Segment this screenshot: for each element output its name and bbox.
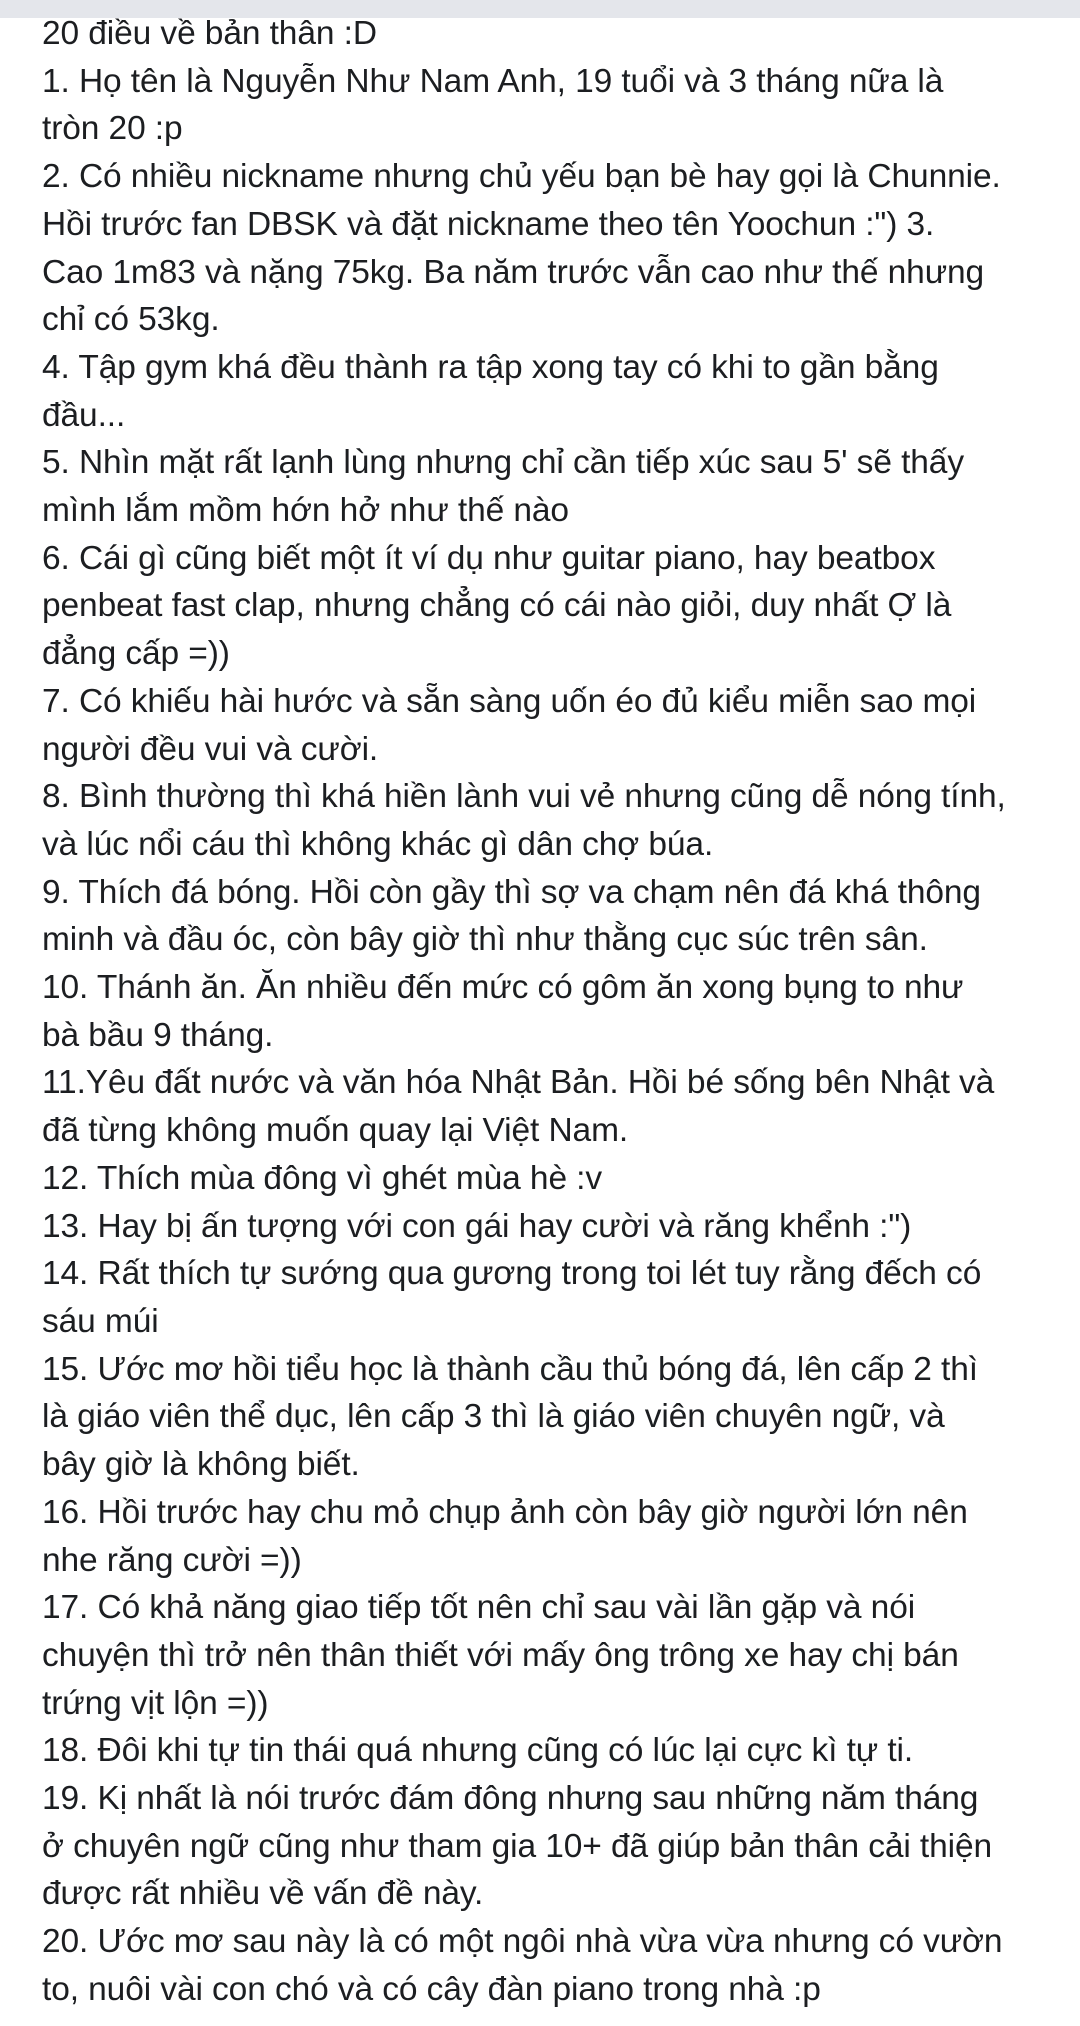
post-line: được rất nhiều về vấn đề này. bbox=[42, 1875, 484, 1913]
post-line: 20. Ước mơ sau này là có một ngôi nhà vừa vừa nhưng có vườn bbox=[42, 1923, 1003, 1961]
post-line: 16. Hồi trước hay chu mỏ chụp ảnh còn bây giờ người lớn nên bbox=[42, 1493, 968, 1531]
post-line: bà bầu 9 tháng. bbox=[42, 1016, 274, 1054]
post-line: 14. Rất thích tự sướng qua gương trong toi lét tuy rằng đếch có bbox=[42, 1255, 982, 1293]
post-line: 8. Bình thường thì khá hiền lành vui vẻ nhưng cũng dễ nóng tính, bbox=[42, 778, 1006, 816]
post-line: 1. Họ tên là Nguyễn Như Nam Anh, 19 tuổi và 3 tháng nữa là bbox=[42, 62, 944, 100]
post-text-body bbox=[42, 10, 1052, 2014]
post-line: đầu... bbox=[42, 396, 126, 434]
post-line: 17. Có khả năng giao tiếp tốt nên chỉ sau vài lần gặp và nói bbox=[42, 1589, 916, 1627]
post-line: 19. Kị nhất là nói trước đám đông nhưng sau những năm tháng bbox=[42, 1780, 979, 1818]
post-line: người đều vui và cười. bbox=[42, 730, 379, 768]
post-line: mình lắm mồm hớn hở như thế nào bbox=[42, 492, 569, 530]
post-line: 4. Tập gym khá đều thành ra tập xong tay có khi to gần bằng bbox=[42, 348, 939, 386]
post-line: bây giờ là không biết. bbox=[42, 1446, 360, 1484]
post-line: 6. Cái gì cũng biết một ít ví dụ như guitar piano, hay beatbox bbox=[42, 539, 936, 577]
post-line: 10. Thánh ăn. Ăn nhiều đến mức có gôm ăn xong bụng to như bbox=[42, 969, 964, 1007]
post-line: và lúc nổi cáu thì không khác gì dân chợ búa. bbox=[42, 825, 714, 863]
post-line: chuyện thì trở nên thân thiết với mấy ông trông xe hay chị bán bbox=[42, 1636, 959, 1674]
post-line: 11.Yêu đất nước và văn hóa Nhật Bản. Hồi bé sống bên Nhật và bbox=[42, 1064, 995, 1102]
post-line: nhe răng cười =)) bbox=[42, 1541, 302, 1579]
post-line: Cao 1m83 và nặng 75kg. Ba năm trước vẫn cao như thế nhưng bbox=[42, 253, 985, 291]
post-line: to, nuôi vài con chó và có cây đàn piano trong nhà :p bbox=[42, 1970, 821, 2008]
post-line: sáu múi bbox=[42, 1302, 159, 1340]
post-line: chỉ có 53kg. bbox=[42, 301, 220, 339]
post-line: 18. Đôi khi tự tin thái quá nhưng cũng có lúc lại cực kì tự ti. bbox=[42, 1732, 914, 1770]
post-line: là giáo viên thể dục, lên cấp 3 thì là giáo viên chuyên ngữ, và bbox=[42, 1398, 945, 1436]
post-line: trứng vịt lộn =)) bbox=[42, 1684, 269, 1722]
post-line: Hồi trước fan DBSK và đặt nickname theo tên Yoochun :") 3. bbox=[42, 205, 935, 243]
post-line: 5. Nhìn mặt rất lạnh lùng nhưng chỉ cần tiếp xúc sau 5' sẽ thấy bbox=[42, 444, 964, 482]
post-line: 2. Có nhiều nickname nhưng chủ yếu bạn bè hay gọi là Chunnie. bbox=[42, 158, 1001, 196]
post-line: đẳng cấp =)) bbox=[42, 635, 230, 673]
post-line: 15. Ước mơ hồi tiểu học là thành cầu thủ bóng đá, lên cấp 2 thì bbox=[42, 1350, 978, 1388]
post-line: đã từng không muốn quay lại Việt Nam. bbox=[42, 1112, 629, 1150]
post-line: 7. Có khiếu hài hước và sẵn sàng uốn éo đủ kiểu miễn sao mọi bbox=[42, 682, 977, 720]
post-line: penbeat fast clap, nhưng chẳng có cái nào giỏi, duy nhất Ợ là bbox=[42, 587, 952, 625]
post-line: tròn 20 :p bbox=[42, 110, 183, 148]
post-line: 12. Thích mùa đông vì ghét mùa hè :v bbox=[42, 1159, 603, 1197]
post-title: 20 điều về bản thân :D bbox=[42, 15, 377, 52]
post-line: minh và đầu óc, còn bây giờ thì như thằng cục súc trên sân. bbox=[42, 921, 928, 959]
post-line: ở chuyên ngữ cũng như tham gia 10+ đã giúp bản thân cải thiện bbox=[42, 1827, 993, 1865]
post-line: 13. Hay bị ấn tượng với con gái hay cười và răng khểnh :") bbox=[42, 1207, 912, 1245]
post-line: 9. Thích đá bóng. Hồi còn gầy thì sợ va chạm nên đá khá thông bbox=[42, 873, 981, 911]
